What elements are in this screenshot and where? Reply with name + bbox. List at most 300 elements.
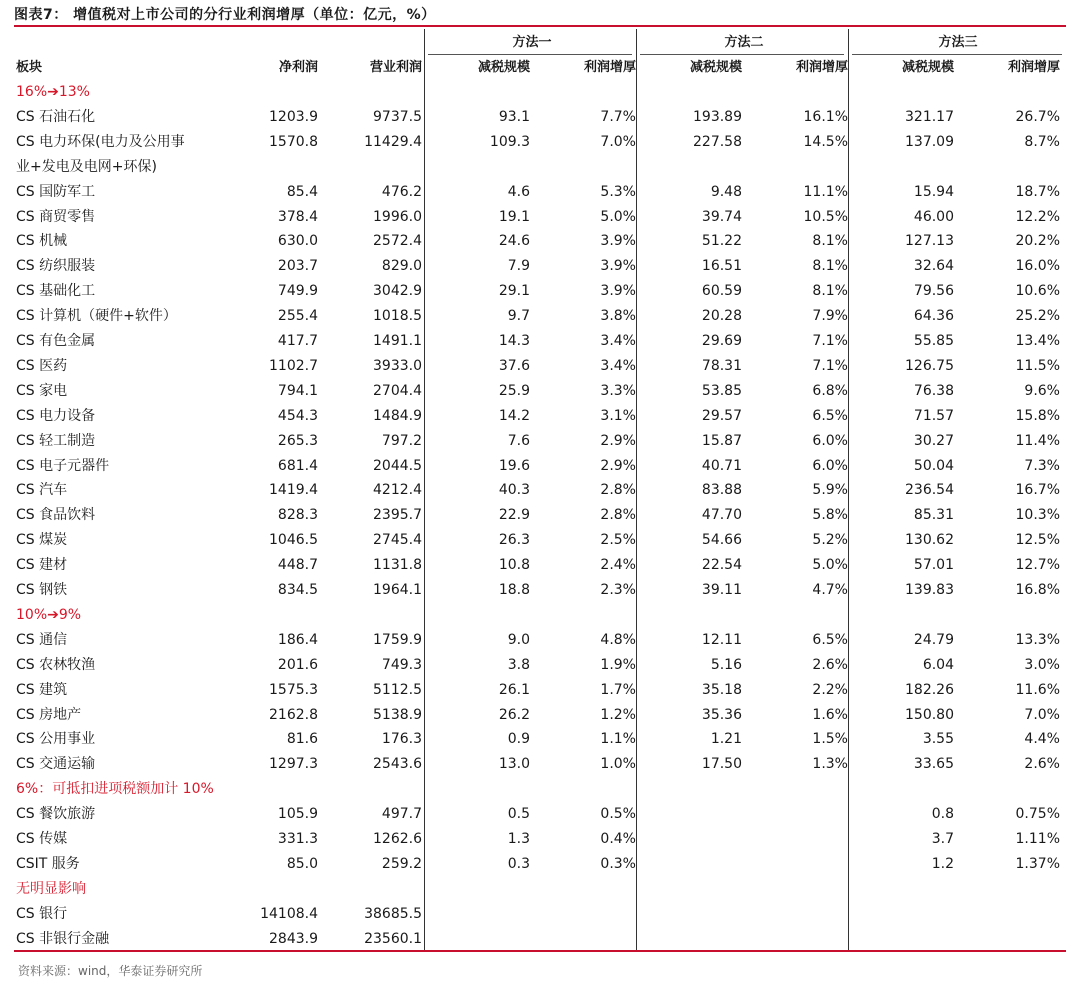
- source-note: 资料来源：wind，华泰证券研究所: [18, 964, 203, 978]
- cell-m3b: 18.7%: [1015, 183, 1060, 200]
- cell-m3b: 10.6%: [1015, 283, 1060, 300]
- cell-m3a: 139.83: [905, 582, 954, 598]
- cell-m1a: 4.6: [507, 183, 530, 200]
- cell-m3b: 11.6%: [1015, 681, 1060, 698]
- cell-op: 1262.6: [373, 831, 422, 847]
- cell-m1b: 0.5%: [600, 806, 636, 823]
- cell-op: 1484.9: [373, 407, 422, 424]
- sector-name: CS 医药: [16, 357, 68, 374]
- cell-net: 331.3: [277, 831, 318, 847]
- cell-op: 476.2: [381, 183, 422, 200]
- cell-m1a: 14.2: [498, 407, 530, 424]
- cell-m3b: 12.2%: [1015, 208, 1060, 225]
- cell-m2b: 6.8%: [812, 382, 848, 399]
- cell-m1b: 2.9%: [600, 457, 636, 474]
- sector-name: CS 通信: [16, 631, 68, 648]
- cell-m3a: 15.94: [913, 183, 954, 200]
- cell-net: 105.9: [277, 806, 318, 823]
- cell-m1b: 1.9%: [600, 656, 636, 673]
- method-3-underline: [852, 54, 1062, 55]
- cell-m2b: 4.7%: [812, 582, 848, 598]
- table-row: [0, 379, 1080, 403]
- sector-name: CS 银行: [16, 905, 68, 922]
- cell-net: 85.0: [286, 855, 318, 872]
- table-row: [0, 105, 1080, 129]
- sector-name: CS 机械: [16, 233, 68, 250]
- table-row: [0, 827, 1080, 851]
- cell-op: 1759.9: [373, 631, 422, 648]
- cell-net: 1575.3: [269, 681, 318, 698]
- header-m2-cut: 减税规模: [689, 60, 742, 75]
- cell-m1b: 3.4%: [600, 357, 636, 374]
- cell-m1b: 3.8%: [600, 308, 636, 325]
- sector-name: CS 国防军工: [16, 183, 96, 200]
- cell-op: 23560.1: [364, 930, 422, 947]
- cell-m1b: 4.8%: [600, 631, 636, 648]
- cell-m3a: 57.01: [913, 557, 954, 574]
- sector-name: CS 餐饮旅游: [16, 806, 96, 823]
- table-row: [0, 279, 1080, 303]
- cell-m3b: 1.37%: [1015, 855, 1060, 872]
- table-row: [0, 205, 1080, 229]
- cell-m1a: 19.1: [498, 208, 530, 225]
- cell-m2a: 29.69: [701, 333, 742, 349]
- cell-m2b: 1.3%: [812, 756, 848, 773]
- cell-m2a: 35.36: [701, 706, 742, 723]
- header-sector: 板块: [16, 60, 43, 75]
- cell-m2b: 6.0%: [812, 457, 848, 474]
- group-label: 6%：可抵扣进项税额加计 10%: [16, 781, 214, 798]
- cell-op: 1018.5: [373, 308, 422, 325]
- cell-op: 38685.5: [364, 905, 422, 922]
- header-m1-gain: 利润增厚: [583, 60, 636, 75]
- cell-m1a: 0.5: [507, 806, 530, 823]
- cell-m2b: 2.6%: [812, 656, 848, 673]
- table-row: [0, 429, 1080, 453]
- cell-m3a: 182.26: [905, 681, 954, 698]
- cell-m3b: 12.7%: [1015, 557, 1060, 574]
- cell-m1b: 0.4%: [600, 831, 636, 847]
- cell-m1b: 1.1%: [600, 731, 636, 748]
- cell-m1b: 7.7%: [600, 108, 636, 125]
- cell-m2a: 83.88: [701, 482, 742, 499]
- cell-op: 1964.1: [373, 582, 422, 598]
- group-label: 10%➔9%: [16, 606, 82, 623]
- cell-net: 81.6: [286, 731, 318, 748]
- table-row: [0, 454, 1080, 478]
- cell-m1a: 40.3: [498, 482, 530, 499]
- cell-m3a: 130.62: [905, 532, 954, 549]
- cell-op: 259.2: [381, 855, 422, 872]
- cell-m2a: 1.21: [710, 731, 742, 748]
- cell-op: 2745.4: [373, 532, 422, 549]
- cell-m1b: 1.7%: [600, 681, 636, 698]
- cell-m3a: 1.2: [931, 855, 954, 872]
- cell-m1a: 26.1: [498, 681, 530, 698]
- cell-m2b: 5.2%: [812, 532, 848, 549]
- table-row: [0, 902, 1080, 926]
- cell-m1a: 7.9: [507, 258, 530, 275]
- cell-m2a: 9.48: [710, 183, 742, 200]
- cell-m1a: 7.6: [507, 432, 530, 449]
- cell-m2b: 7.1%: [812, 357, 848, 374]
- cell-net: 1570.8: [269, 133, 318, 150]
- cell-m3a: 127.13: [905, 233, 954, 250]
- table-row: [0, 229, 1080, 253]
- cell-m3b: 13.3%: [1015, 631, 1060, 648]
- cell-m2a: 40.71: [701, 457, 742, 474]
- sector-name: CS 房地产: [16, 706, 82, 723]
- cell-m2a: 39.11: [701, 582, 742, 598]
- cell-m1a: 18.8: [498, 582, 530, 598]
- cell-m2b: 1.5%: [812, 731, 848, 748]
- table-row: [0, 852, 1080, 876]
- sector-name: CS 计算机（硬件+软件）: [16, 308, 177, 325]
- cell-m2a: 53.85: [701, 382, 742, 399]
- cell-m1a: 24.6: [498, 233, 530, 250]
- cell-op: 2543.6: [373, 756, 422, 773]
- cell-m1b: 3.4%: [600, 333, 636, 349]
- cell-op: 11429.4: [364, 133, 422, 150]
- cell-m3a: 46.00: [913, 208, 954, 225]
- cell-m1b: 5.0%: [600, 208, 636, 225]
- cell-m3b: 10.3%: [1015, 507, 1060, 524]
- header-m3-cut: 减税规模: [901, 60, 954, 75]
- group-label: 无明显影响: [16, 880, 86, 897]
- table-row: [0, 752, 1080, 776]
- cell-m3a: 71.57: [913, 407, 954, 424]
- cell-m3b: 8.7%: [1024, 133, 1060, 150]
- table-row: [0, 254, 1080, 278]
- table-row: [0, 703, 1080, 727]
- cell-m1b: 1.0%: [600, 756, 636, 773]
- cell-m1a: 1.3: [507, 831, 530, 847]
- cell-m1b: 1.2%: [600, 706, 636, 723]
- cell-m3a: 321.17: [905, 108, 954, 125]
- cell-m3a: 30.27: [913, 432, 954, 449]
- sector-name: 业+发电及电网+环保): [16, 158, 157, 175]
- cell-net: 794.1: [277, 382, 318, 399]
- cell-m2a: 54.66: [701, 532, 742, 549]
- cell-m1b: 3.9%: [600, 233, 636, 250]
- sector-name: CS 轻工制造: [16, 432, 96, 449]
- cell-m3a: 32.64: [913, 258, 954, 275]
- cell-m2a: 193.89: [693, 108, 742, 125]
- cell-m1b: 7.0%: [600, 133, 636, 150]
- cell-m2a: 15.87: [701, 432, 742, 449]
- cell-m1a: 9.7: [507, 308, 530, 325]
- sector-name: CS 交通运输: [16, 756, 96, 773]
- cell-op: 5112.5: [373, 681, 422, 698]
- cell-net: 186.4: [277, 631, 318, 648]
- cell-net: 2843.9: [269, 930, 318, 947]
- cell-m1b: 2.9%: [600, 432, 636, 449]
- cell-m1b: 0.3%: [600, 855, 636, 872]
- cell-m3a: 79.56: [913, 283, 954, 300]
- cell-m2b: 16.1%: [803, 108, 848, 125]
- table-title: 图表7： 增值税对上市公司的分行业利润增厚（单位：亿元，%）: [14, 7, 436, 23]
- cell-m1b: 2.5%: [600, 532, 636, 549]
- cell-op: 1131.8: [373, 557, 422, 574]
- bottom-rule: [14, 950, 1066, 952]
- cell-net: 749.9: [277, 283, 318, 300]
- cell-m1a: 93.1: [498, 108, 530, 125]
- cell-net: 828.3: [277, 507, 318, 524]
- cell-op: 749.3: [381, 656, 422, 673]
- cell-m3b: 16.8%: [1015, 582, 1060, 598]
- cell-m1a: 22.9: [498, 507, 530, 524]
- sector-name: CS 电力设备: [16, 407, 96, 424]
- cell-m3b: 15.8%: [1015, 407, 1060, 424]
- cell-net: 14108.4: [260, 905, 318, 922]
- cell-net: 448.7: [277, 557, 318, 574]
- cell-m2a: 60.59: [701, 283, 742, 300]
- cell-m2b: 2.2%: [812, 681, 848, 698]
- cell-m3a: 50.04: [913, 457, 954, 474]
- cell-m1a: 0.3: [507, 855, 530, 872]
- cell-m1a: 13.0: [498, 756, 530, 773]
- header-m3-gain: 利润增厚: [1007, 60, 1060, 75]
- header-operating-profit: 营业利润: [369, 60, 422, 75]
- table-row: [0, 180, 1080, 204]
- cell-net: 834.5: [277, 582, 318, 598]
- sector-name: CS 电子元器件: [16, 457, 110, 474]
- cell-m3a: 126.75: [905, 357, 954, 374]
- cell-op: 829.0: [381, 258, 422, 275]
- cell-net: 1419.4: [269, 482, 318, 499]
- cell-m3a: 85.31: [913, 507, 954, 524]
- cell-m1b: 2.8%: [600, 507, 636, 524]
- sector-name: CS 煤炭: [16, 532, 68, 549]
- cell-m1b: 2.3%: [600, 582, 636, 598]
- cell-m2b: 5.8%: [812, 507, 848, 524]
- top-rule: [14, 25, 1066, 27]
- cell-m2b: 14.5%: [803, 133, 848, 150]
- sector-name: CS 家电: [16, 382, 68, 399]
- cell-m1a: 26.3: [498, 532, 530, 549]
- cell-m2a: 29.57: [701, 407, 742, 424]
- table-row: [0, 528, 1080, 552]
- cell-m3b: 13.4%: [1015, 333, 1060, 349]
- cell-m2b: 8.1%: [812, 283, 848, 300]
- cell-m1a: 0.9: [507, 731, 530, 748]
- cell-m2b: 11.1%: [803, 183, 848, 200]
- cell-m2b: 8.1%: [812, 258, 848, 275]
- cell-net: 2162.8: [269, 706, 318, 723]
- sector-name: CS 传媒: [16, 831, 68, 847]
- sector-name: CS 商贸零售: [16, 208, 96, 225]
- sector-name: CS 基础化工: [16, 283, 96, 300]
- sector-name: CS 建材: [16, 557, 68, 574]
- cell-m1a: 14.3: [498, 333, 530, 349]
- header-m2-gain: 利润增厚: [795, 60, 848, 75]
- cell-m2b: 6.0%: [812, 432, 848, 449]
- table-row: [0, 628, 1080, 652]
- cell-op: 9737.5: [373, 108, 422, 125]
- cell-m3b: 16.0%: [1015, 258, 1060, 275]
- sector-name: CSIT 服务: [16, 855, 80, 872]
- cell-m3b: 1.11%: [1015, 831, 1060, 847]
- cell-op: 5138.9: [373, 706, 422, 723]
- table-row: [0, 727, 1080, 751]
- cell-net: 203.7: [277, 258, 318, 275]
- cell-op: 3042.9: [373, 283, 422, 300]
- sector-name: CS 石油石化: [16, 108, 96, 125]
- cell-net: 417.7: [277, 333, 318, 349]
- cell-m1b: 2.4%: [600, 557, 636, 574]
- cell-m2b: 10.5%: [803, 208, 848, 225]
- group-row: [0, 80, 1080, 104]
- header-m1-cut: 减税规模: [477, 60, 530, 75]
- sector-name: CS 非银行金融: [16, 930, 110, 947]
- cell-m1a: 29.1: [498, 283, 530, 300]
- table-row: [0, 155, 1080, 179]
- cell-m2b: 7.1%: [812, 333, 848, 349]
- cell-m2a: 39.74: [701, 208, 742, 225]
- cell-m3b: 26.7%: [1015, 108, 1060, 125]
- cell-net: 630.0: [277, 233, 318, 250]
- cell-m1b: 3.3%: [600, 382, 636, 399]
- cell-m1a: 10.8: [498, 557, 530, 574]
- cell-m3b: 2.6%: [1024, 756, 1060, 773]
- cell-m1a: 109.3: [489, 133, 530, 150]
- table-row: [0, 678, 1080, 702]
- cell-m3b: 12.5%: [1015, 532, 1060, 549]
- cell-m3b: 11.5%: [1015, 357, 1060, 374]
- cell-m1b: 5.3%: [600, 183, 636, 200]
- cell-m3a: 0.8: [931, 806, 954, 823]
- cell-m1a: 26.2: [498, 706, 530, 723]
- cell-m2a: 16.51: [701, 258, 742, 275]
- cell-m1a: 3.8: [507, 656, 530, 673]
- cell-m1b: 2.8%: [600, 482, 636, 499]
- cell-m2a: 17.50: [701, 756, 742, 773]
- cell-m3a: 6.04: [922, 656, 954, 673]
- cell-net: 1102.7: [269, 357, 318, 374]
- cell-m3a: 76.38: [913, 382, 954, 399]
- cell-op: 797.2: [381, 432, 422, 449]
- table-row: [0, 478, 1080, 502]
- cell-m3b: 0.75%: [1015, 806, 1060, 823]
- method-2-underline: [640, 54, 844, 55]
- table-row: [0, 503, 1080, 527]
- cell-net: 1203.9: [269, 108, 318, 125]
- cell-op: 3933.0: [373, 357, 422, 374]
- cell-op: 4212.4: [373, 482, 422, 499]
- cell-m2b: 5.0%: [812, 557, 848, 574]
- cell-op: 2395.7: [373, 507, 422, 524]
- table-row: [0, 553, 1080, 577]
- cell-op: 2044.5: [373, 457, 422, 474]
- sector-name: CS 农林牧渔: [16, 656, 96, 673]
- group-label: 16%➔13%: [16, 84, 90, 100]
- cell-net: 201.6: [277, 656, 318, 673]
- table-row: [0, 653, 1080, 677]
- cell-m3a: 236.54: [905, 482, 954, 499]
- sector-name: CS 有色金属: [16, 333, 96, 349]
- cell-m1b: 3.9%: [600, 258, 636, 275]
- cell-m3a: 33.65: [913, 756, 954, 773]
- cell-m3a: 55.85: [913, 333, 954, 349]
- method-3-header: 方法三: [938, 35, 978, 50]
- cell-op: 1996.0: [373, 208, 422, 225]
- cell-op: 2704.4: [373, 382, 422, 399]
- method-2-header: 方法二: [724, 35, 764, 50]
- cell-m2a: 227.58: [693, 133, 742, 150]
- cell-op: 1491.1: [373, 333, 422, 349]
- cell-m2a: 12.11: [701, 631, 742, 648]
- sector-name: CS 汽车: [16, 482, 68, 499]
- cell-m3b: 9.6%: [1024, 382, 1060, 399]
- table-row: [0, 354, 1080, 378]
- cell-net: 681.4: [277, 457, 318, 474]
- cell-m3b: 7.0%: [1024, 706, 1060, 723]
- cell-m3a: 3.55: [922, 731, 954, 748]
- cell-op: 2572.4: [373, 233, 422, 250]
- cell-net: 378.4: [277, 208, 318, 225]
- cell-m2b: 5.9%: [812, 482, 848, 499]
- cell-m3b: 25.2%: [1015, 308, 1060, 325]
- cell-op: 176.3: [381, 731, 422, 748]
- cell-m2b: 1.6%: [812, 706, 848, 723]
- cell-m1a: 37.6: [498, 357, 530, 374]
- cell-m2b: 6.5%: [812, 407, 848, 424]
- header-net-profit: 净利润: [278, 60, 318, 75]
- cell-m2b: 7.9%: [812, 308, 848, 325]
- cell-m1b: 3.9%: [600, 283, 636, 300]
- cell-net: 265.3: [277, 432, 318, 449]
- group-row: [0, 777, 1080, 801]
- cell-m3b: 3.0%: [1024, 656, 1060, 673]
- cell-m3a: 150.80: [905, 706, 954, 723]
- sector-name: CS 公用事业: [16, 731, 96, 748]
- cell-net: 255.4: [277, 308, 318, 325]
- cell-op: 497.7: [381, 806, 422, 823]
- sector-name: CS 电力环保(电力及公用事: [16, 133, 185, 150]
- sector-name: CS 食品饮料: [16, 507, 96, 524]
- cell-m3a: 3.7: [931, 831, 954, 847]
- cell-m3a: 137.09: [905, 133, 954, 150]
- cell-m2a: 22.54: [701, 557, 742, 574]
- cell-m1b: 3.1%: [600, 407, 636, 424]
- cell-m3a: 64.36: [913, 308, 954, 325]
- cell-m2b: 6.5%: [812, 631, 848, 648]
- method-1-header: 方法一: [512, 35, 552, 50]
- cell-net: 1046.5: [269, 532, 318, 549]
- cell-m3b: 4.4%: [1024, 731, 1060, 748]
- cell-m2a: 20.28: [701, 308, 742, 325]
- cell-m1a: 25.9: [498, 382, 530, 399]
- cell-m3b: 16.7%: [1015, 482, 1060, 499]
- table-row: [0, 404, 1080, 428]
- column-header-row: [0, 56, 1080, 80]
- cell-net: 85.4: [286, 183, 318, 200]
- cell-m2a: 51.22: [701, 233, 742, 250]
- cell-m3b: 11.4%: [1015, 432, 1060, 449]
- sector-name: CS 纺织服装: [16, 258, 96, 275]
- cell-m2a: 78.31: [701, 357, 742, 374]
- group-row: [0, 877, 1080, 901]
- cell-m2a: 47.70: [701, 507, 742, 524]
- cell-net: 454.3: [277, 407, 318, 424]
- cell-m3a: 24.79: [913, 631, 954, 648]
- cell-m2a: 35.18: [701, 681, 742, 698]
- cell-m1a: 19.6: [498, 457, 530, 474]
- cell-net: 1297.3: [269, 756, 318, 773]
- cell-m1a: 9.0: [507, 631, 530, 648]
- cell-m2b: 8.1%: [812, 233, 848, 250]
- cell-m3b: 7.3%: [1024, 457, 1060, 474]
